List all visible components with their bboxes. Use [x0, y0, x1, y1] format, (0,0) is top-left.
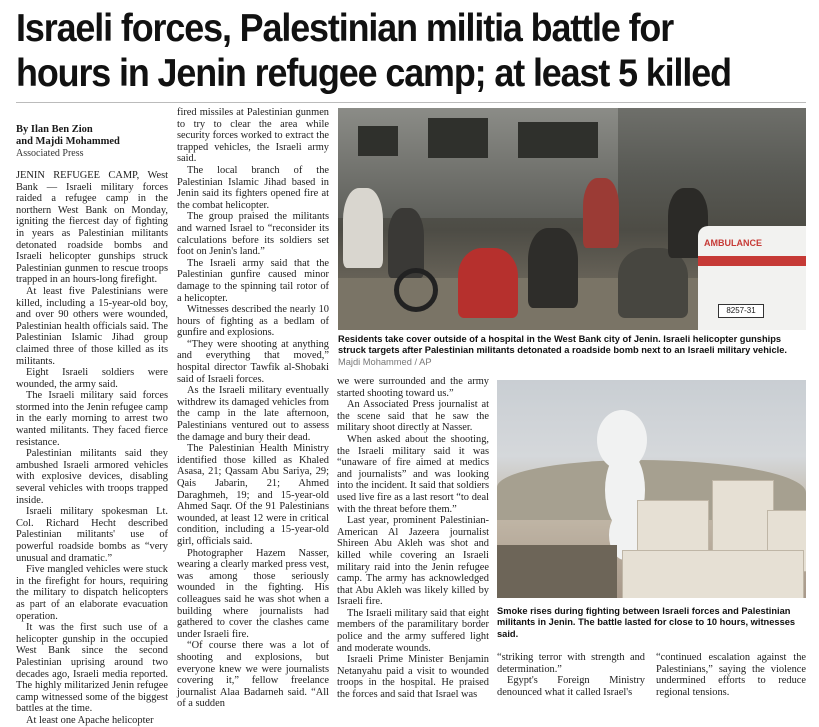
paragraph: Last year, prominent Palestinian-American Al Jazeera journalist Shireen Abu Akleh was shot and killed while covering an Israeli military raid into the Jenin refugee camp. The army has acknowledged that Abu Akleh was likely killed by Israeli fire.: [337, 515, 489, 608]
caption-text: Smoke rises during fighting between Israeli forces and Palestinian militants in Jenin. The battle lasted for close to 10 hours, witnesses said.: [497, 606, 796, 639]
paragraph: At least one Apache helicopter: [26, 714, 154, 726]
caption-text: Residents take cover outside of a hospital in the West Bank city of Jenin. Israeli helicopter gunships struck targets after Palestinian militants detonated a roadside bomb next to an Israeli military vehicle.: [338, 334, 787, 356]
photo-caption-1: [338, 334, 806, 368]
byline-org: Associated Press: [16, 148, 84, 159]
paragraph: “They were shooting at anything and everything that moved,” hospital director Tawfik al-Shobaki said of Israeli forces.: [177, 338, 329, 385]
photo-window: [428, 118, 488, 158]
paragraph: When asked about the shooting, the Israeli military said it was “unaware of fire aimed at medics and journalists” and was looking into the incident. It said that soldiers used live fire as a last resort “to deal with the threat before them.”: [337, 433, 489, 515]
ambulance: [698, 226, 806, 330]
header-rule: [16, 102, 806, 103]
photo-person: [528, 228, 578, 308]
photo-person: [618, 248, 688, 318]
ambulance-label: AMBULANCE: [704, 238, 762, 248]
paragraph: The group praised the militants and warned Israel to “reconsider its calculations before its soldiers set foot on Jenin's land.”: [177, 211, 329, 258]
photo-person: [343, 188, 383, 268]
article-column-1: [16, 170, 168, 727]
article-column-3: [337, 376, 489, 701]
article-column-2: [177, 107, 329, 710]
photo-window: [518, 122, 598, 158]
paragraph: The Israeli military said forces stormed into the Jenin refugee camp in the early morning to arrest two wanted militants. They faced fierce resistance.: [16, 390, 168, 448]
ambulance-stripe: [698, 256, 806, 266]
paragraph: At least five Palestinians were killed, including a 15-year-old boy, and over 90 others were wounded, Palestinian health officials said. The Palestinian Islamic Jihad group claimed three of those killed as its militants.: [16, 285, 168, 367]
photo-window: [358, 126, 398, 156]
paragraph: The local branch of the Palestinian Islamic Jihad based in Jenin said its fighters opened fire at the combat helicopter.: [177, 164, 329, 211]
paragraph: fired missiles at Palestinian gunmen to try to clear the area while security forces worked to extract the trapped vehicles, the Israeli army said.: [177, 107, 329, 165]
paragraph: An Associated Press journalist at the scene said that he saw the military shoot directly at Nasser.: [337, 399, 489, 434]
paragraph: Photographer Hazem Nasser, wearing a clearly marked press vest, was among those seriously wounded in the fighting. His colleagues said he was shot when a building where journalists had gathered to cover the clashes came under Israeli fire.: [177, 547, 329, 640]
paragraph: “striking terror with strength and determination.”: [497, 652, 645, 675]
photo-caption-2: [497, 606, 806, 640]
paragraph: we were surrounded and the army started shooting toward us.”: [337, 376, 489, 399]
paragraph: “Of course there was a lot of shooting and explosions, but everyone knew we were journalists covering it,” fellow freelance journalist Alaa Badarneh said. “All of a sudden: [177, 640, 329, 710]
photo-person: [583, 178, 619, 248]
smoke-photo: [497, 380, 806, 598]
hospital-photo: [338, 108, 806, 330]
paragraph: JENIN REFUGEE CAMP, West Bank — Israeli military forces raided a refugee camp in the northern West Bank on Monday, igniting the fiercest day of fighting in years as Palestinian militants detonated roadside bombs and Israeli helicopter gunships struck Palestinian gunmen to rescue troops trapped in an hours-long firefight.: [16, 170, 168, 286]
paragraph: Israeli military spokesman Lt. Col. Richard Hecht described Palestinian militants' use of powerful roadside bombs as “very unusual and dramatic.”: [16, 506, 168, 564]
paragraph: The Israeli army said that the Palestinian gunfire caused minor damage to the spinning tail rotor of a helicopter.: [177, 257, 329, 304]
motorcycle-wheel: [394, 268, 438, 312]
paragraph: Egypt's Foreign Ministry denounced what it called Israel's: [497, 675, 645, 698]
byline-author-1: By Ilan Ben Zion: [16, 124, 93, 135]
paragraph: As the Israeli military eventually withdrew its damaged vehicles from the camp in the late afternoon, Palestinians ventured out to assess the damage and bury their dead.: [177, 385, 329, 443]
photo-person: [458, 248, 518, 318]
paragraph: Witnesses described the nearly 10 hours of fighting as a bedlam of gunfire and explosions.: [177, 304, 329, 339]
paragraph: Palestinian militants said they ambushed Israeli armored vehicles with explosive devices, disabling several vehicles with troops trapped inside.: [16, 448, 168, 506]
byline-author-2: and Majdi Mohammed: [16, 136, 120, 147]
photo-building: [712, 480, 774, 552]
photo-building: [622, 550, 804, 598]
photo-foreground: [497, 545, 617, 598]
byline: [16, 124, 168, 160]
paragraph: The Palestinian Health Ministry identified those killed as Khaled Asasa, 21; Qassam Abu Sariya, 29; Qais Jabarin, 21; Ahmed Daraghmeh, 19; and 15-year-old Ahmed Saqr. Of the 91 Palestinians wounded, at least 12 were in critical condition, including a 15-year-old girl, officials said.: [177, 443, 329, 547]
paragraph: Israeli Prime Minister Benjamin Netanyahu paid a visit to wounded troops in the hospital. He praised the forces and said that Israel was: [337, 654, 489, 701]
photo-building: [637, 500, 709, 552]
paragraph: The Israeli military said that eight members of the paramilitary border police and the army suffered light and moderate wounds.: [337, 607, 489, 654]
paragraph: It was the first such use of a helicopter gunship in the occupied West Bank since the second Palestinian uprising around two decades ago, Israeli media reported. The highly militarized Jenin refugee camp witnessed some of the biggest battles at the time.: [16, 622, 168, 715]
headline: Israeli forces, Palestinian militia battle for hours in Jenin refugee camp; at least 5 killed: [16, 7, 731, 95]
article-column-5: [656, 652, 806, 698]
paragraph: “continued escalation against the Palestinians,” saying the violence undermined efforts to reduce regional tensions.: [656, 652, 806, 698]
paragraph: Five mangled vehicles were stuck in the firefight for hours, requiring the military to dispatch helicopters as part of an elaborate evacuation operation.: [16, 564, 168, 622]
license-plate: 8257-31: [718, 304, 764, 318]
paragraph: Eight Israeli soldiers were wounded, the army said.: [16, 367, 168, 390]
photo-credit: Majdi Mohammed / AP: [338, 356, 432, 367]
article-column-4: [497, 652, 645, 698]
